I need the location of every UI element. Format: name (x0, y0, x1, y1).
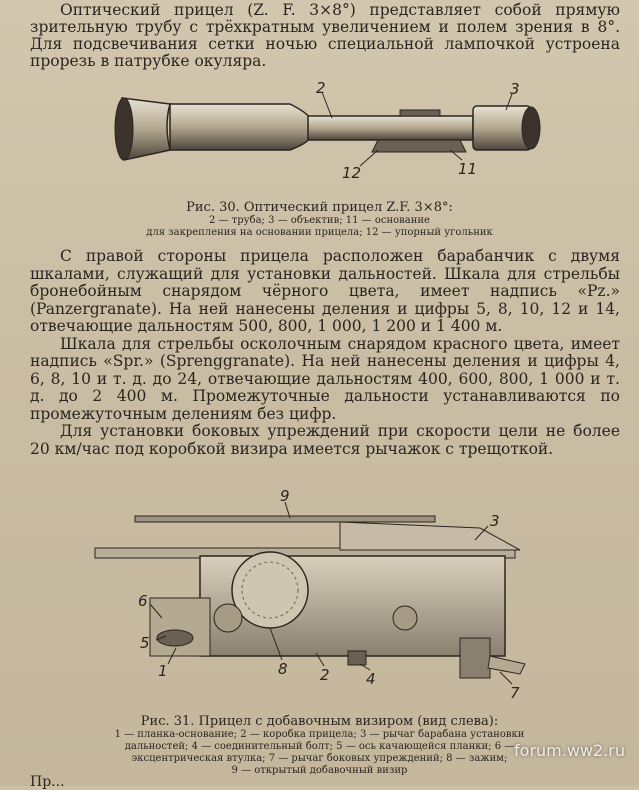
fig30-label-11: 11 (458, 160, 478, 178)
fig31-label-7: 7 (510, 684, 520, 702)
fig30-label-3: 3 (510, 80, 520, 98)
fig31-label-4: 4 (366, 670, 376, 688)
figure-31-legend-line-4: 9 — открытый добавочный визир (231, 765, 408, 776)
fig31-label-2: 2 (320, 666, 330, 684)
figure-31-title: Рис. 31. Прицел с добавочным визиром (вид слева): (140, 714, 499, 729)
figure-30-caption (0, 200, 639, 239)
fig31-label-6: 6 (138, 592, 148, 610)
intro-paragraph: Оптический прицел (Z. F. 3×8°) представляет собой прямую зрительную трубу с трёхкратным увеличением и полем зрения в 8°. Для подсвечивания сетки ночью специальной лампочкой устроена прорезь в патрубке окуляра. (30, 1, 620, 70)
fig31-label-9: 9 (280, 488, 290, 505)
figure-30-legend-line-2: для закрепления на основании прицела; 12 — упорный угольник (146, 227, 493, 238)
fig31-label-3: 3 (490, 512, 500, 530)
fig30-label-12: 12 (342, 164, 362, 182)
paragraph-fragmentation-scale: Шкала для стрельбы осколочным снарядом красного цвета, имеет надпись «Spr.» (Sprenggranate). На ней нанесены деления и цифры 4, 6, 8, 10 и т. д. до 24, отвечающие дальностям 400, 600, 800, 1 000 и т. д. до 2 400 м. Промежуточные дальности устанавливаются по промежуточным делениям без цифр. (30, 334, 620, 423)
sight-side-view-illustration (80, 488, 560, 710)
figure-30-drawing (110, 80, 570, 205)
body-text (30, 248, 620, 458)
fig31-label-8: 8 (278, 660, 288, 678)
scope-illustration (110, 80, 570, 205)
figure-30-legend-line-1: 2 — труба; 3 — объектив; 11 — основание (209, 215, 430, 226)
paragraph-lead-lever: Для установки боковых упреждений при скорости цели не более 20 км/час под коробкой визира имеется рычажок с трещоткой. (30, 422, 620, 458)
paragraph-range-drum: С правой стороны прицела расположен барабанчик с двумя шкалами, служащий для установки дальностей. Шкала для стрельбы бронебойным снарядом чёрного цвета, имеет надпись «Pz.» (Panzergranate). На ней нанесены деления и цифры 5, 8, 10, 12 и 14, отвечающие дальностям 500, 800, 1 000, 1 200 и 1 400 м. (30, 247, 620, 335)
figure-31-drawing (80, 488, 560, 710)
figure-31-legend-line-3: эксцентрическая втулка; 7 — рычаг боковых упреждений; 8 — зажим; (131, 753, 508, 764)
figure-30-title: Рис. 30. Оптический прицел Z.F. 3×8°: (186, 200, 453, 215)
site-watermark: forum.ww2.ru (514, 741, 625, 760)
fig30-label-2: 2 (316, 80, 326, 97)
fig31-label-1: 1 (158, 662, 168, 680)
figure-31-legend-line-2: дальностей; 4 — соединительный болт; 5 — ось качающейся планки; 6 — (124, 741, 515, 752)
next-page-fragment: Пр... (30, 774, 65, 790)
fig31-label-5: 5 (140, 634, 150, 652)
figure-31-legend-line-1: 1 — планка-основание; 2 — коробка прицела; 3 — рычаг барабана установки (114, 729, 525, 740)
